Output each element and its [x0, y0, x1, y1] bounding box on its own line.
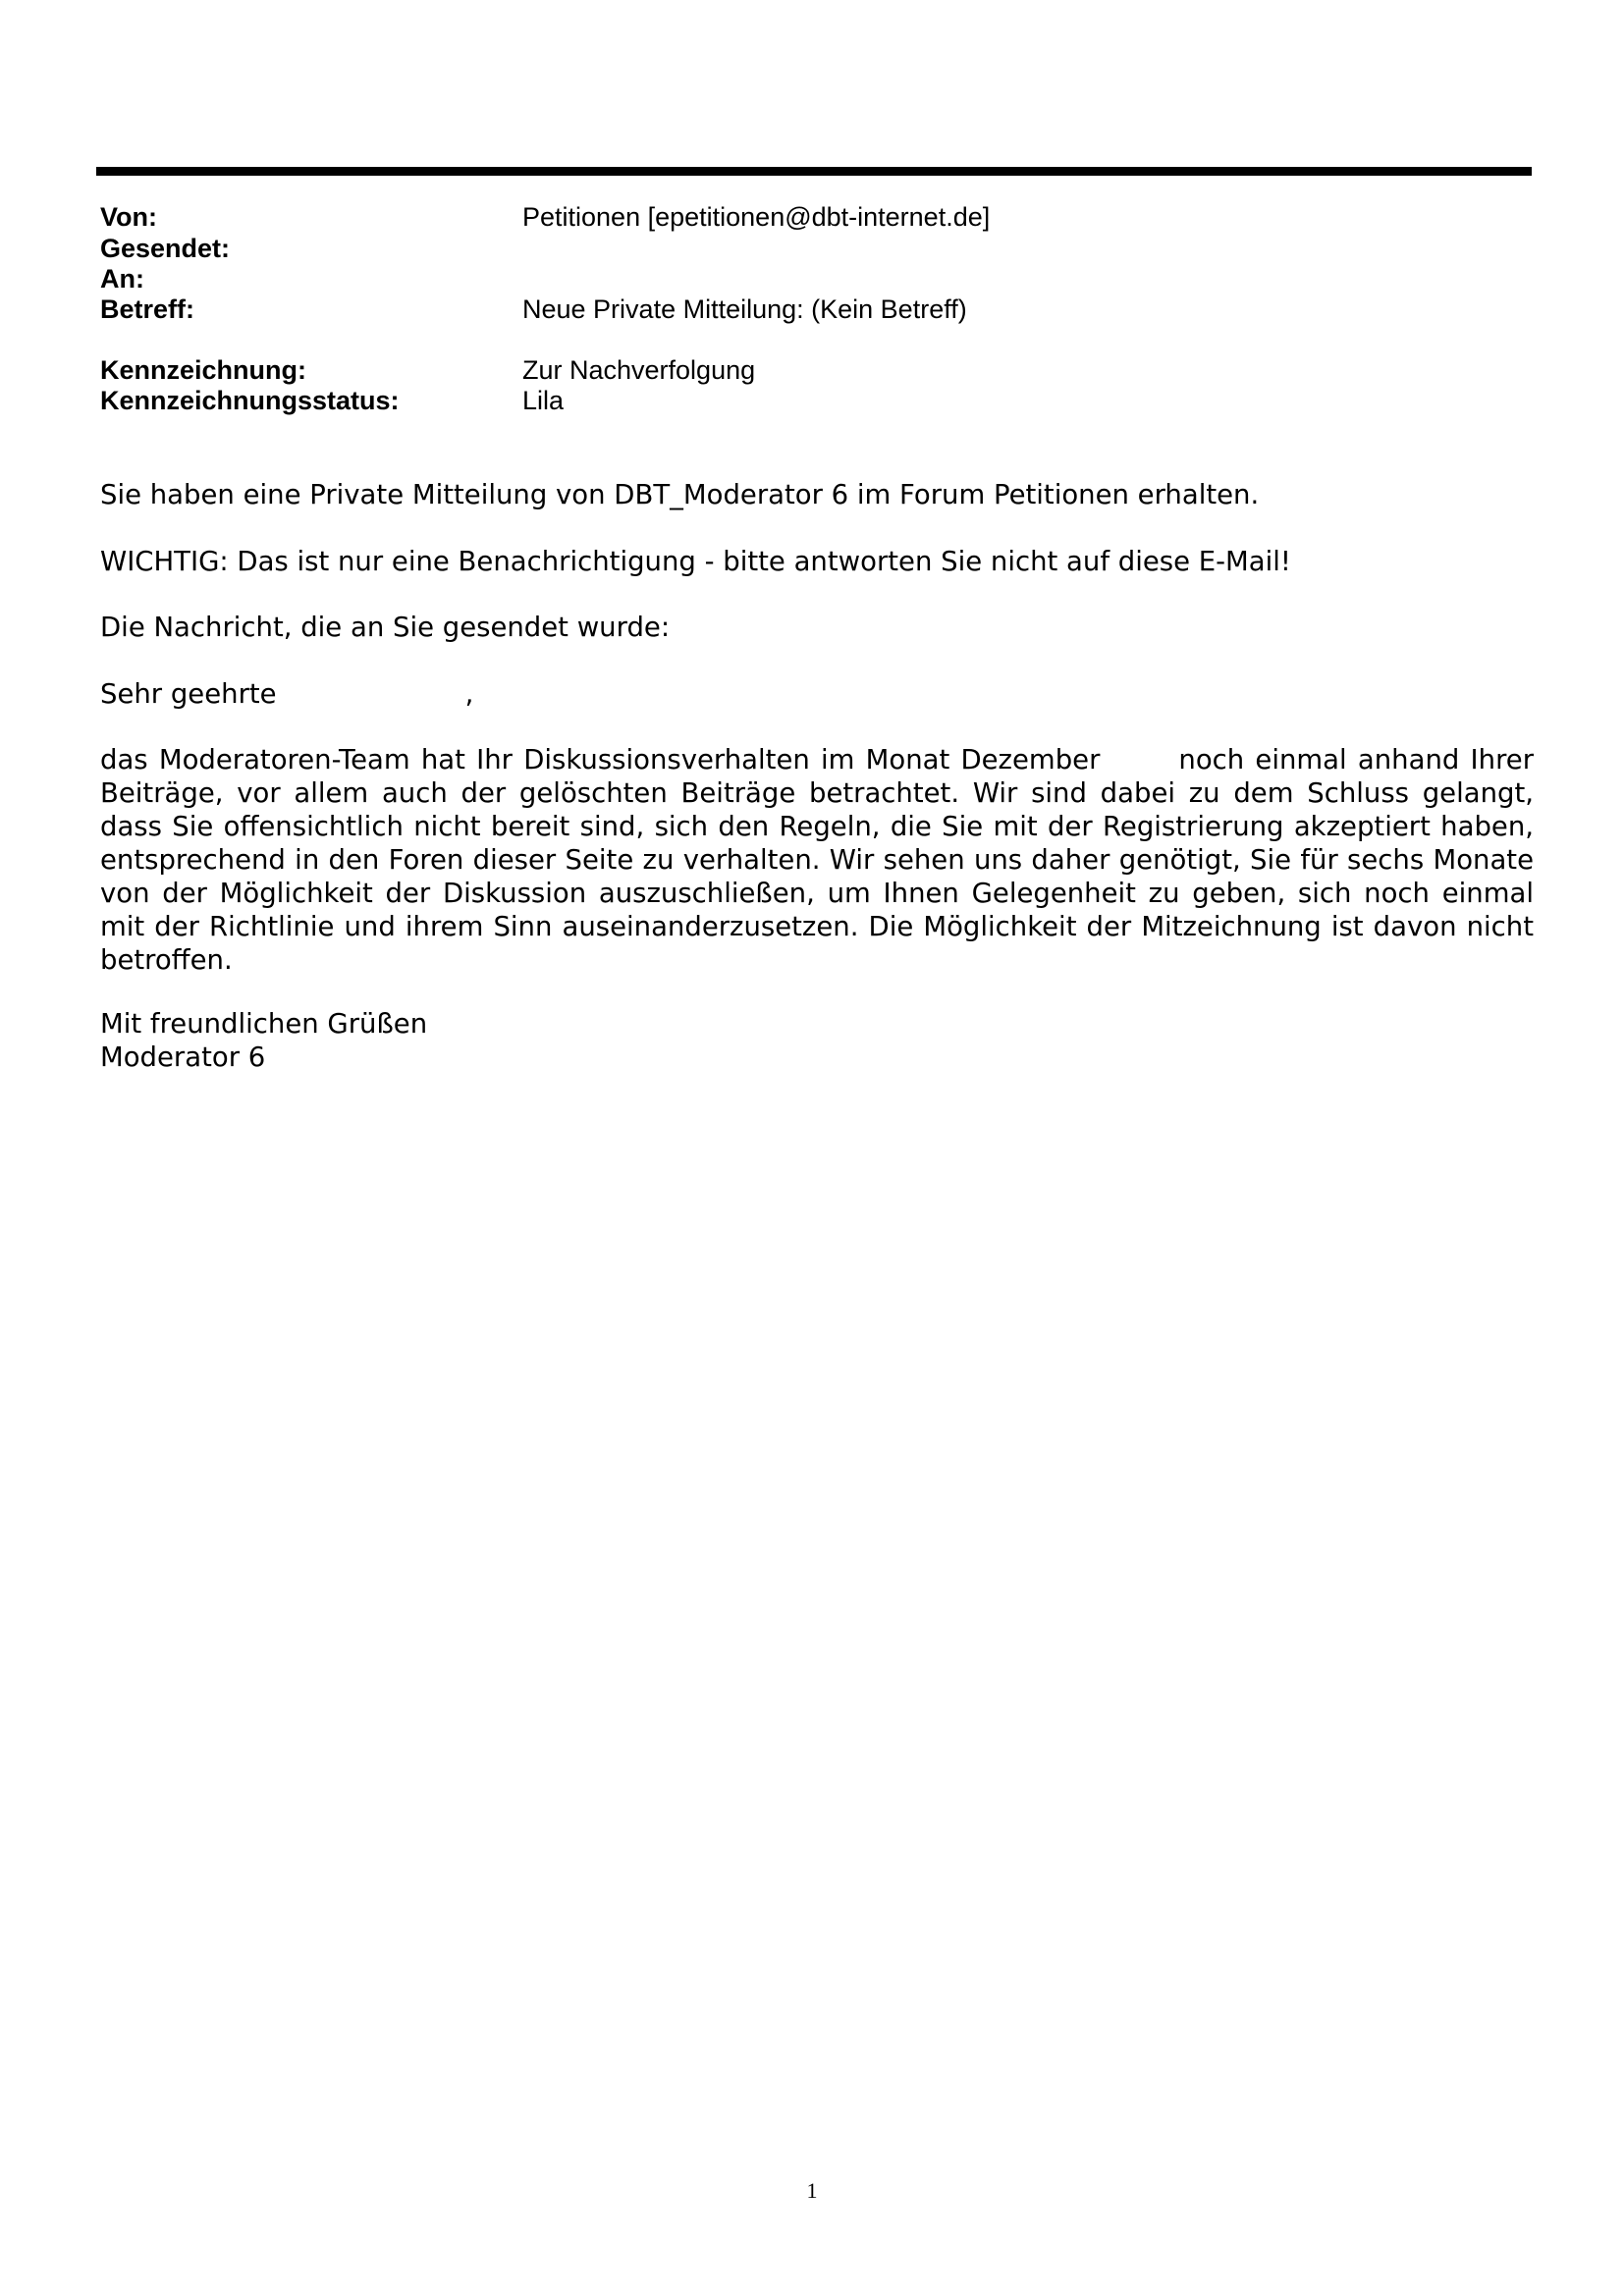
message-paragraph [100, 743, 1534, 977]
from-label: Von: [100, 202, 157, 232]
from-value: Petitionen [epetitionen@dbt-internet.de] [522, 202, 991, 232]
salutation-line [100, 677, 1534, 711]
paragraph-start: das Moderatoren-Team hat Ihr Diskussionsverhalten im Monat Dezember [100, 744, 1101, 775]
signature-text: Moderator 6 [100, 1041, 266, 1073]
message-intro-text: Die Nachricht, die an Sie gesendet wurde: [100, 612, 671, 643]
salutation-text: Sehr geehrte [100, 678, 277, 710]
flag-label: Kennzeichnung: [100, 355, 306, 385]
warning-text: WICHTIG: Das ist nur eine Benachrichtigung - bitte antworten Sie nicht auf diese E-Mail! [100, 546, 1291, 577]
flag-value: Zur Nachverfolgung [522, 355, 756, 385]
to-label: An: [100, 264, 144, 294]
intro-text: Sie haben eine Private Mitteilung von DBT_Moderator 6 im Forum Petitionen erhalten. [100, 479, 1260, 510]
flag-status-value: Lila [522, 386, 565, 415]
flag-status-label: Kennzeichnungsstatus: [100, 386, 400, 415]
page-number: 1 [806, 2178, 818, 2203]
paragraph-rest: noch einmal anhand Ihrer Beiträge, vor allem auch der gelöschten Beiträge betrachtet. Wir sind dabei zu dem Schluss gelangt, dass Sie offensichtlich nicht bereit sind, sich den Regeln, die Sie mit der Registrierung akzeptiert haben, entsprechend in den Foren dieser Seite zu verhalten. Wir sehen uns daher genötigt, Sie für sechs Monate von der Möglichkeit der Diskussion auszuschließen, um Ihnen Gelegenheit zu geben, sich noch einmal mit der Richtlinie und ihrem Sinn auseinanderzusetzen. Die Möglichkeit der Mitzeichnung ist davon nicht betroffen. [100, 744, 1534, 976]
subject-value: Neue Private Mitteilung: (Kein Betreff) [522, 294, 967, 324]
closing-text: Mit freundlichen Grüßen [100, 1008, 428, 1040]
header-divider [96, 167, 1532, 176]
salutation-comma: , [464, 678, 474, 710]
sent-label: Gesendet: [100, 234, 231, 263]
subject-label: Betreff: [100, 294, 195, 324]
